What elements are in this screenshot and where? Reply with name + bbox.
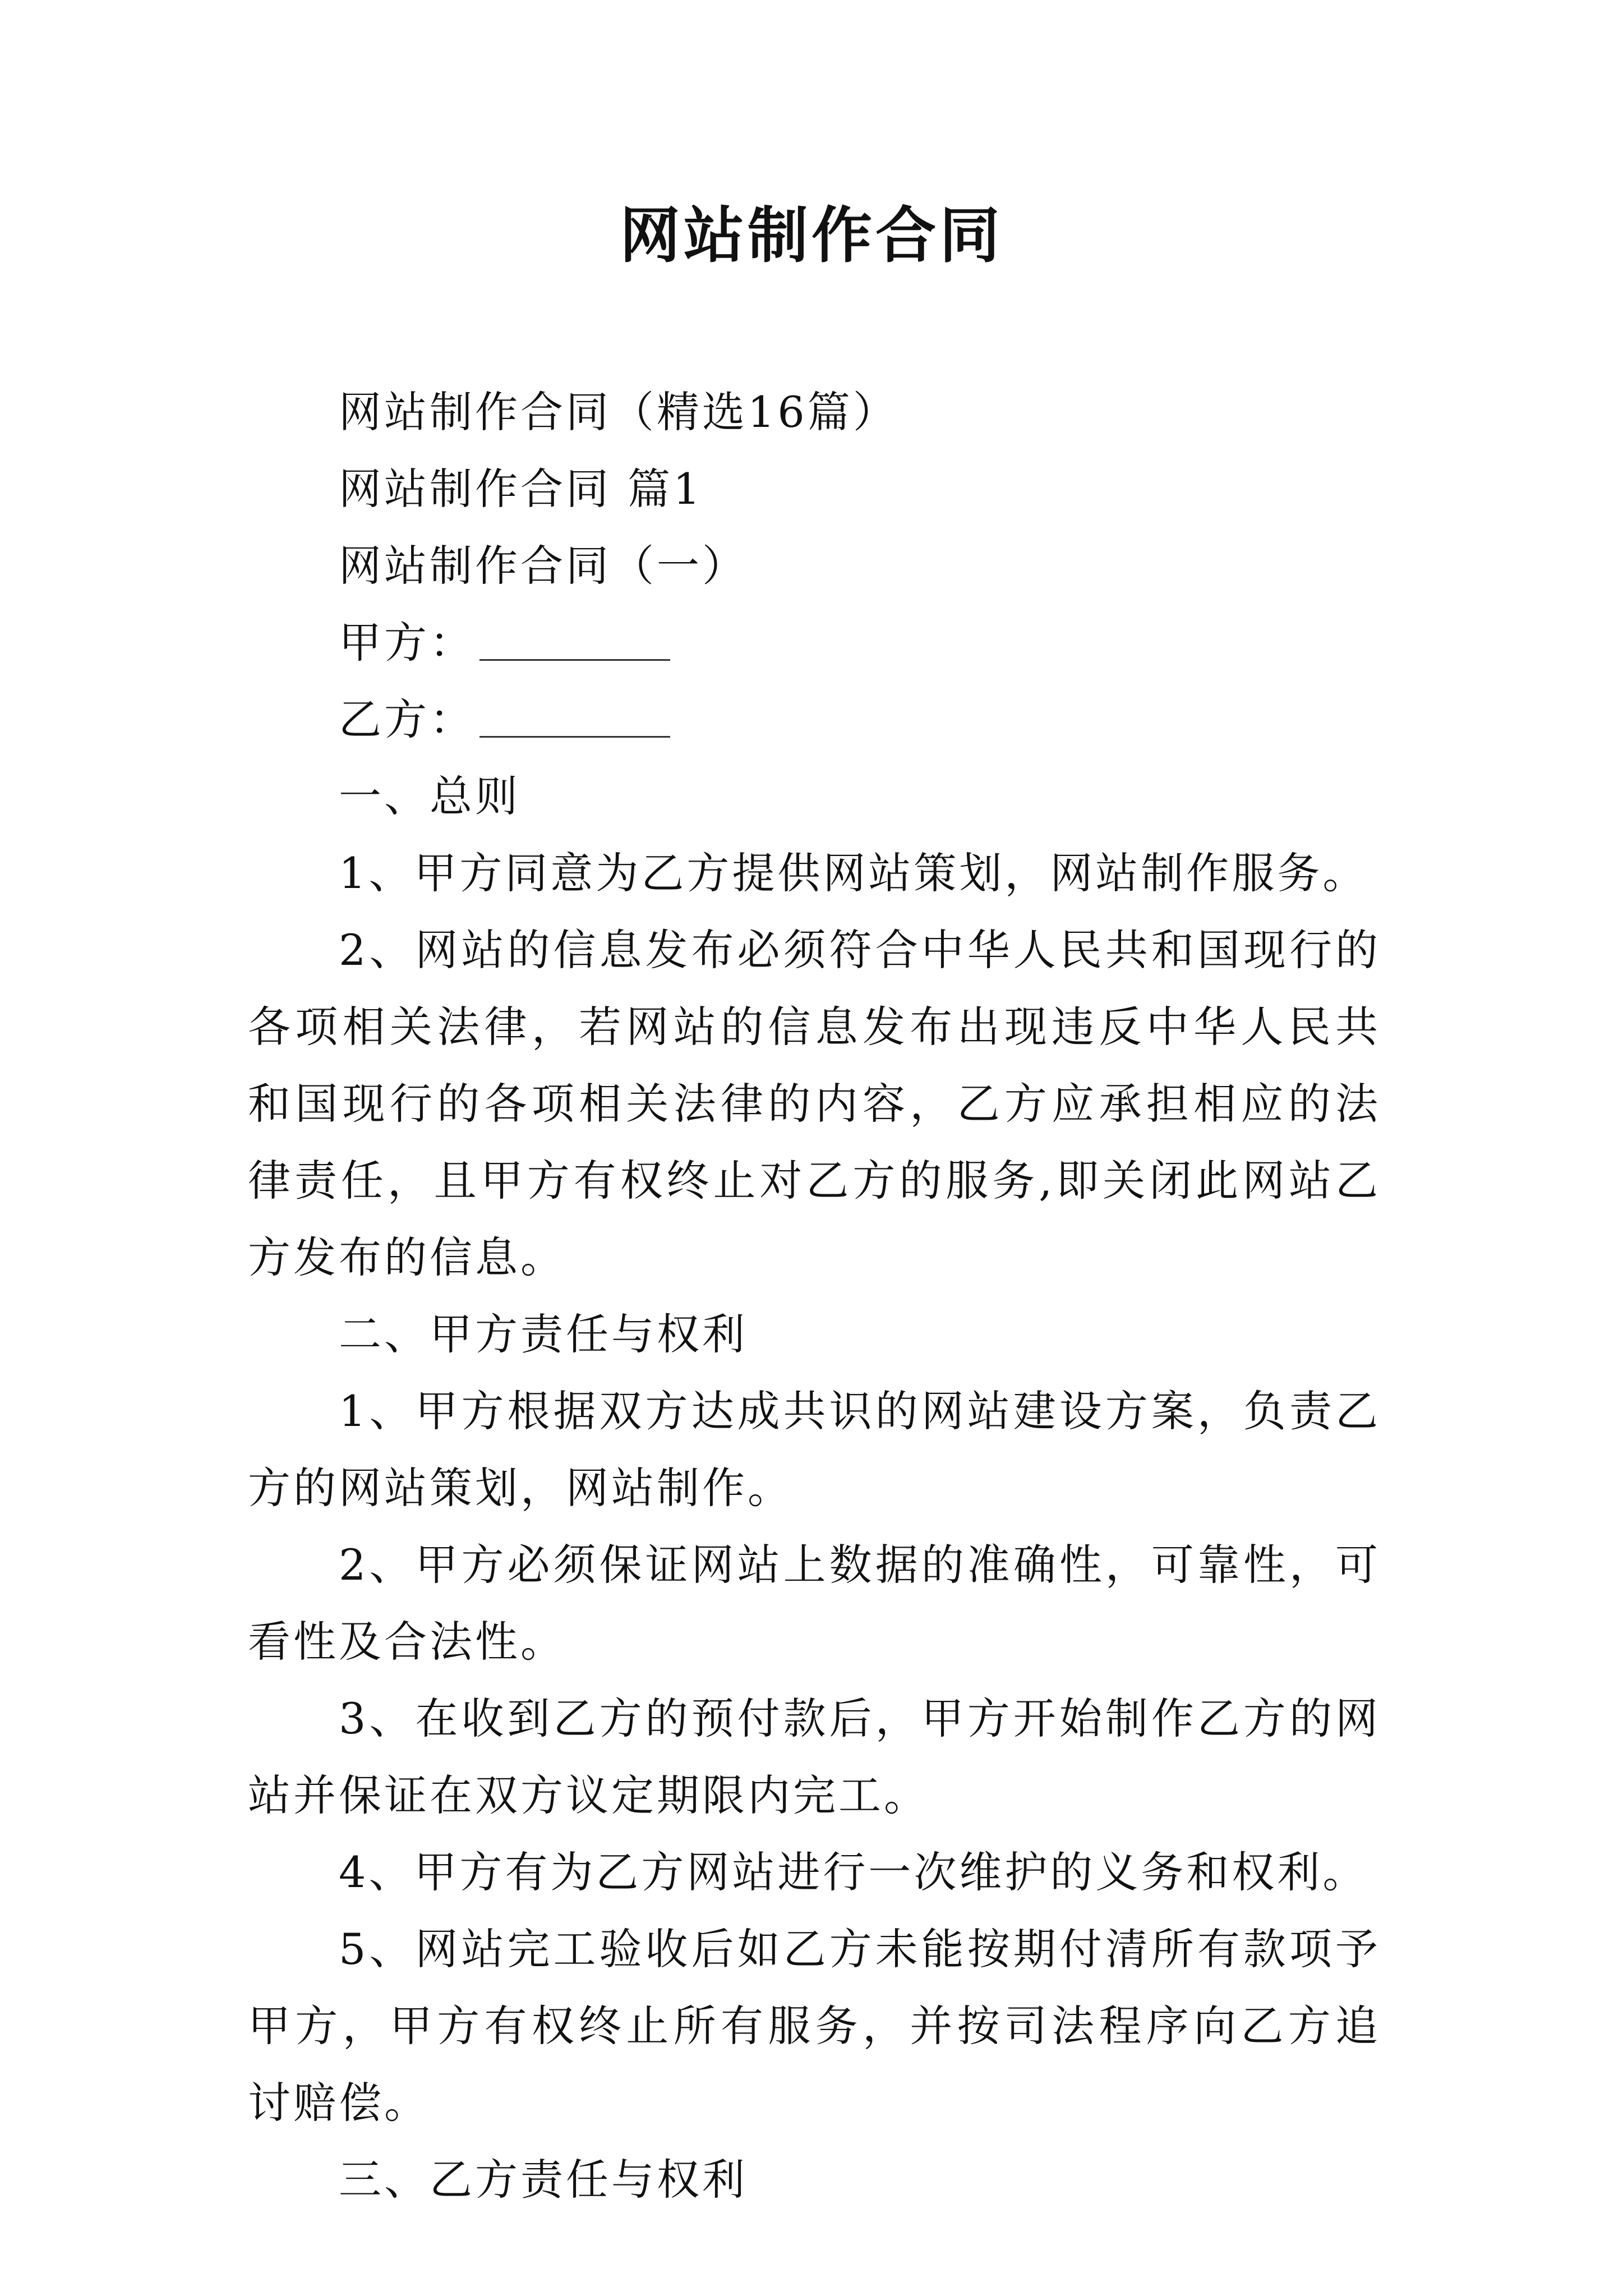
party-b-line	[248, 681, 1381, 758]
party-a-line	[248, 604, 1381, 681]
clause-1-2: 2、网站的信息发布必须符合中华人民共和国现行的各项相关法律，若网站的信息发布出现违反中华人民共和国现行的各项相关法律的内容，乙方应承担相应的法律责任，且甲方有权终止对乙方的服务,即关闭此网站乙方发布的信息。	[248, 925, 1381, 1282]
heading-party-b: 三、乙方责任与权利	[339, 2155, 748, 2205]
clause-2-3: 3、在收到乙方的预付款后，甲方开始制作乙方的网站并保证在双方议定期限内完工。	[248, 1694, 1381, 1820]
party-b-label: 乙方：	[339, 694, 475, 744]
heading-general: 一、总则	[339, 771, 520, 821]
document-body	[248, 374, 1381, 2218]
party-b-blank	[479, 697, 670, 738]
document-title: 网站制作合同	[619, 200, 1003, 271]
chapter-heading: 网站制作合同 篇1	[339, 464, 703, 514]
heading-party-a: 二、甲方责任与权利	[339, 1309, 748, 1359]
clause-2-5: 5、网站完工验收后如乙方未能按期付清所有款项予甲方，甲方有权终止所有服务，并按司法程序向乙方追讨赔偿。	[248, 1924, 1381, 2128]
party-a-label: 甲方：	[339, 618, 475, 668]
clause-2-2: 2、甲方必须保证网站上数据的准确性，可靠性，可看性及合法性。	[248, 1540, 1381, 1667]
clause-1-1: 1、甲方同意为乙方提供网站策划，网站制作服务。	[339, 848, 1368, 898]
clause-2-4: 4、甲方有为乙方网站进行一次维护的义务和权利。	[339, 1847, 1368, 1897]
section-title: 网站制作合同（一）	[339, 541, 748, 591]
subtitle: 网站制作合同（精选16篇）	[339, 387, 898, 437]
party-a-blank	[479, 620, 670, 661]
clause-2-1: 1、甲方根据双方达成共识的网站建设方案，负责乙方的网站策划，网站制作。	[248, 1386, 1381, 1513]
